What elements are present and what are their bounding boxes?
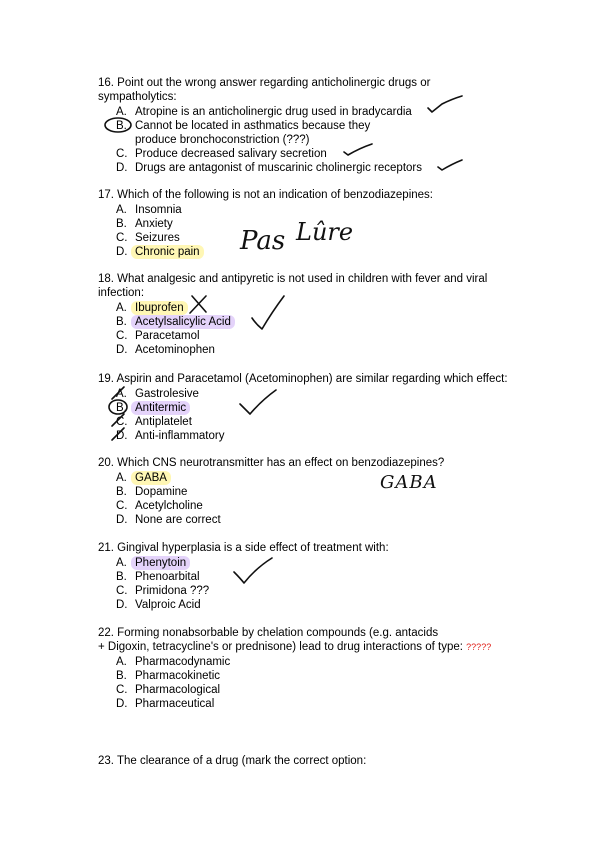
question-stem: 23. The clearance of a drug (mark the correct option: [98,755,367,767]
option-letter: B. [116,120,127,132]
option-list [98,655,568,711]
option-c [98,415,518,429]
option-text: GABA [131,471,171,485]
option-d [98,598,518,612]
option-b [98,669,568,683]
question-stem [98,626,568,654]
option-text: Acetominophen [135,344,215,356]
option-text: Atropine is an anticholinergic drug used in bradycardia [135,106,412,118]
option-b [98,401,518,415]
option-text: Phenytoin [131,556,190,570]
option-list [98,387,518,443]
question-19 [98,372,518,443]
question-16 [98,76,518,175]
option-letter: C. [116,148,128,160]
option-letter: B. [116,218,127,230]
option-c [98,683,568,697]
option-b [98,315,518,329]
option-a [98,471,518,485]
handwritten-note-lure: Lûre [296,218,354,246]
option-text: Gastrolesive [135,388,199,400]
option-a [98,556,518,570]
option-text: Pharmacodynamic [135,656,231,668]
option-letter: D. [116,162,128,174]
stem-line-1: 22. Forming nonabsorbable by chelation compounds (e.g. antacids [98,627,439,639]
option-a [98,387,518,401]
option-text: Seizures [135,232,180,244]
option-text: Chronic pain [131,245,204,259]
option-letter: D. [116,599,128,611]
option-text: Pharmaceutical [135,698,215,710]
question-18 [98,272,518,357]
option-list [98,471,518,527]
option-letter: A. [116,204,127,216]
option-text: Antiplatelet [135,416,192,428]
option-letter: C. [116,684,128,696]
option-list [98,556,518,612]
option-text: Drugs are antagonist of muscarinic cholinergic receptors [135,162,422,174]
question-22 [98,626,568,711]
question-stem: 16. Point out the wrong answer regarding anticholinergic drugs or sympatholytics: [98,77,431,103]
option-letter: D. [116,344,128,356]
option-text: Insomnia [135,204,182,216]
option-c [98,147,518,161]
option-list [98,105,518,175]
option-letter: A. [116,388,127,400]
option-c [98,499,518,513]
option-d [98,161,518,175]
option-letter: C. [116,330,128,342]
option-letter: A. [116,106,127,118]
option-text: Primidona ??? [135,585,210,597]
option-text: Acetylcholine [135,500,203,512]
option-d [98,513,518,527]
option-text: Paracetamol [135,330,200,342]
option-letter: A. [116,472,127,484]
option-letter: C. [116,500,128,512]
question-stem: 19. Aspirin and Paracetamol (Acetominophen) are similar regarding which effect: [98,373,508,385]
option-letter: A. [116,656,127,668]
option-letter: A. [116,302,127,314]
option-b [98,570,518,584]
handwritten-note-gaba: GABA [380,472,438,493]
option-letter: D. [116,430,128,442]
option-letter: B. [116,402,127,414]
option-text: Pharmacokinetic [135,670,221,682]
option-letter: D. [116,514,128,526]
option-c [98,584,518,598]
question-stem: 21. Gingival hyperplasia is a side effect of treatment with: [98,542,389,554]
option-letter: B. [116,571,127,583]
option-d [98,343,518,357]
option-letter: B. [116,316,127,328]
question-stem: 20. Which CNS neurotransmitter has an effect on benzodiazepines? [98,457,445,469]
option-d [98,697,568,711]
option-a [98,105,518,119]
option-list [98,301,518,357]
option-letter: C. [116,585,128,597]
option-a [98,655,568,669]
option-text: Valproic Acid [135,599,201,611]
option-text: Ibuprofen [131,301,188,315]
option-text: Dopamine [135,486,188,498]
option-letter: D. [116,246,128,258]
option-d [98,245,518,259]
option-d [98,429,518,443]
option-letter: D. [116,698,128,710]
option-letter: B. [116,670,127,682]
option-text: Anxiety [135,218,173,230]
stem-note: ????? [466,642,492,652]
option-a [98,203,518,217]
option-b [98,119,518,147]
option-text: Cannot be located in asthmatics because they produce bronchoconstriction (???) [135,120,371,146]
option-a [98,301,518,315]
option-text: Produce decreased salivary secretion [135,148,327,160]
option-c [98,329,518,343]
option-letter: C. [116,416,128,428]
stem-line-2: + Digoxin, tetracycline's or prednisone) lead to drug interactions of type: [98,641,463,653]
option-text: Anti-inflammatory [135,430,225,442]
question-stem: 18. What analgesic and antipyretic is not used in children with fever and viral infection: [98,273,488,299]
option-text: None are correct [135,514,221,526]
question-stem: 17. Which of the following is not an indication of benzodiazepines: [98,189,433,201]
question-23 [98,754,498,768]
option-letter: C. [116,232,128,244]
option-text: Acetylsalicylic Acid [131,315,235,329]
option-letter: B. [116,486,127,498]
option-b [98,485,518,499]
option-letter: A. [116,557,127,569]
option-text: Antitermic [131,401,190,415]
option-text: Pharmacological [135,684,221,696]
handwritten-note-pas: Pas [240,226,286,256]
question-20 [98,456,518,527]
question-21 [98,541,518,612]
option-text: Phenoarbital [135,571,200,583]
